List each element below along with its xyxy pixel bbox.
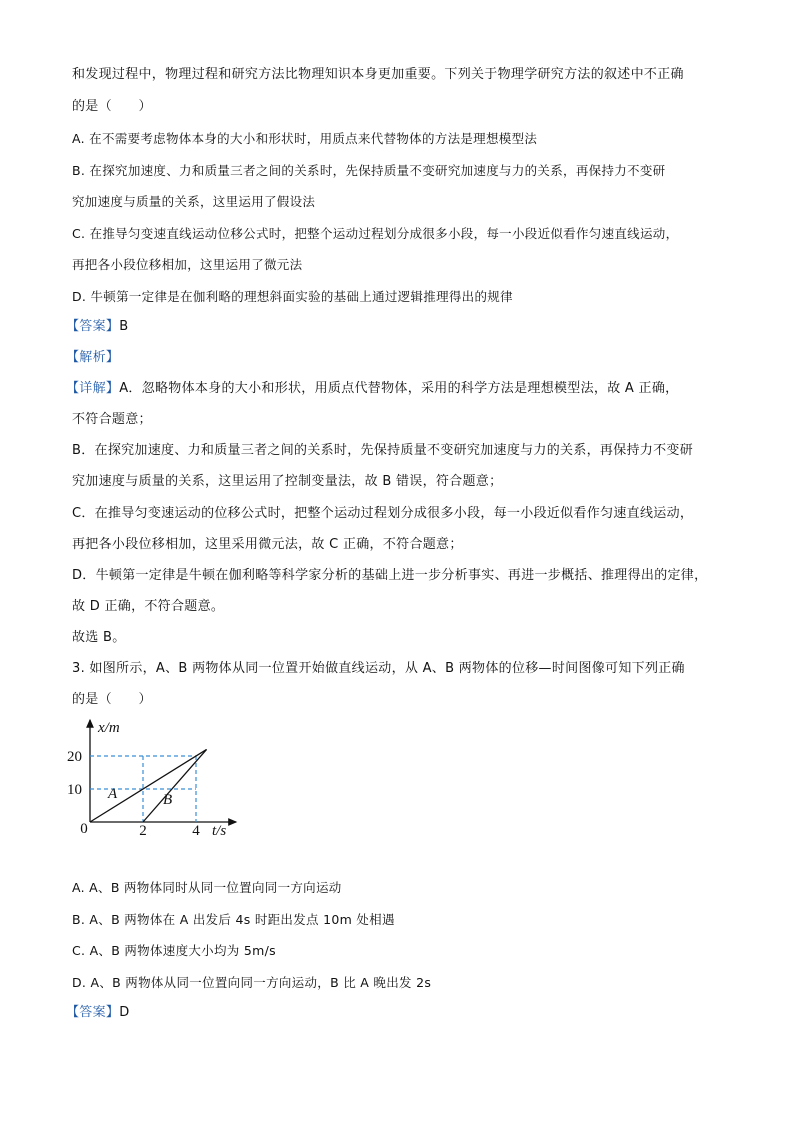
q3-option-c: C. A、B 两物体速度大小均为 5m/s <box>72 943 276 958</box>
line-b-label: B <box>163 792 173 808</box>
x-axis-label: t/s <box>212 823 227 839</box>
line-a-label: A <box>108 786 118 802</box>
q3-stem-line1: 3. 如图所示，A、B 两物体从同一位置开始做直线运动，从 A、B 两物体的位移—时间图像可知下列正确 <box>72 661 685 676</box>
q3-stem-line2: 的是（ ） <box>72 692 152 707</box>
origin-label: 0 <box>80 821 88 837</box>
q2-stem-line1: 和发现过程中，物理过程和研究方法比物理知识本身更加重要。下列关于物理学研究方法的叙述中不正确 <box>72 67 684 82</box>
q2-option-d: D. 牛顿第一定律是在伽利略的理想斜面实验的基础上通过逻辑推理得出的规律 <box>72 289 513 304</box>
detail-line4: 究加速度与质量的关系，这里运用了控制变量法，故 B 错误，符合题意； <box>72 474 503 489</box>
detail-line7: D．牛顿第一定律是牛顿在伽利略等科学家分析的基础上进一步分析事实、再进一步概括、推理得出的定律， <box>72 568 708 583</box>
answer-tag: 【答案】 <box>66 1005 120 1020</box>
x-tick-4: 4 <box>192 823 200 839</box>
y-tick-10: 10 <box>67 782 82 798</box>
position-time-graph <box>62 712 262 842</box>
detail-line6: 再把各小段位移相加，这里采用微元法，故 C 正确，不符合题意； <box>72 537 463 552</box>
q3-option-d: D. A、B 两物体从同一位置向同一方向运动，B 比 A 晚出发 2s <box>72 975 432 990</box>
answer-value: B <box>119 319 129 334</box>
detail-line3: B．在探究加速度、力和质量三者之间的关系时，先保持质量不变研究加速度与力的关系，再保持力不变研 <box>72 443 694 458</box>
x-tick-2: 2 <box>139 823 147 839</box>
analysis-tag: 【解析】 <box>66 350 120 365</box>
q2-option-b-line2: 究加速度与质量的关系，这里运用了假设法 <box>72 194 316 209</box>
answer-tag: 【答案】 <box>66 319 120 334</box>
q2-option-b-line1: B. 在探究加速度、力和质量三者之间的关系时，先保持质量不变研究加速度与力的关系，再保持力不变研 <box>72 163 666 178</box>
detail-line1 <box>66 380 678 398</box>
y-axis-label: x/m <box>98 720 120 736</box>
q2-answer <box>66 318 128 336</box>
detail-line2: 不符合题意； <box>72 412 152 427</box>
q2-option-c-line2: 再把各小段位移相加，这里运用了微元法 <box>72 257 303 272</box>
q3-answer <box>66 1004 130 1022</box>
detail-line8: 故 D 正确，不符合题意。 <box>72 599 225 614</box>
line-b <box>143 749 207 822</box>
answer-value: D <box>119 1005 130 1020</box>
detail-text: A．忽略物体本身的大小和形状，用质点代替物体，采用的科学方法是理想模型法，故 A 正确， <box>119 381 679 396</box>
q2-option-c-line1: C. 在推导匀变速直线运动位移公式时，把整个运动过程划分成很多小段，每一小段近似看作匀速直线运动， <box>72 226 679 241</box>
q3-option-b: B. A、B 两物体在 A 出发后 4s 时距出发点 10m 处相遇 <box>72 912 395 927</box>
q2-option-a: A. 在不需要考虑物体本身的大小和形状时，用质点来代替物体的方法是理想模型法 <box>72 131 538 146</box>
detail-line5: C．在推导匀变速运动的位移公式时，把整个运动过程划分成很多小段，每一小段近似看作匀速直线运动， <box>72 506 694 521</box>
detail-line9: 故选 B。 <box>72 630 126 645</box>
y-tick-20: 20 <box>67 749 82 765</box>
q2-stem-line2: 的是（ ） <box>72 99 152 114</box>
detail-tag: 【详解】 <box>66 381 120 396</box>
q3-option-a: A. A、B 两物体同时从同一位置向同一方向运动 <box>72 880 342 895</box>
